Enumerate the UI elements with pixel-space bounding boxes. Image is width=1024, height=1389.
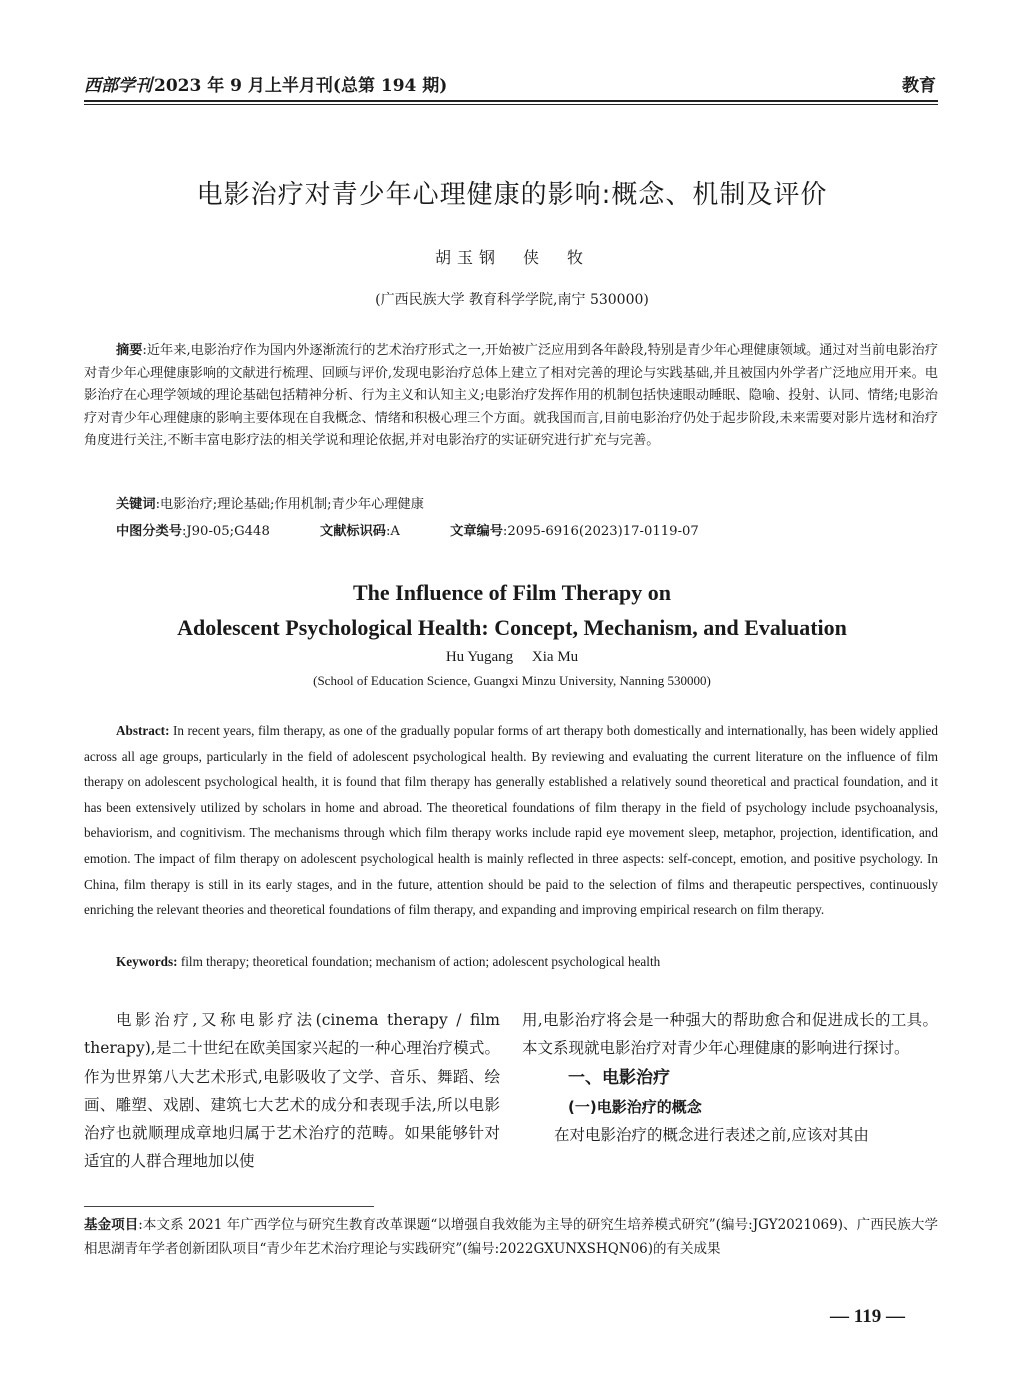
article-number bbox=[450, 524, 699, 539]
article-number-value: :2095-6916(2023)17-0119-07 bbox=[502, 524, 699, 539]
paper-title-en bbox=[0, 575, 1024, 645]
clc-label: 中图分类号 bbox=[116, 524, 182, 539]
affiliation-cn: (广西民族大学 教育科学学院,南宁 530000) bbox=[375, 292, 649, 308]
abstract-cn-label: 摘要 bbox=[116, 343, 143, 358]
body-column-right bbox=[522, 1006, 938, 1149]
article-number-label: 文章编号 bbox=[450, 524, 503, 539]
funding-label: 基金项目 bbox=[84, 1217, 139, 1233]
body-paragraph-continued: 用,电影治疗将会是一种强大的帮助愈合和促进成长的工具。本文系现就电影治疗对青少年心理健康的影响进行探讨。 bbox=[522, 1011, 938, 1058]
classification-line bbox=[116, 520, 699, 539]
abstract-en-text: In recent years, film therapy, as one of the gradually popular forms of art therapy both domestically and internationally, has been widely applied across all age groups, particularly in the field of adolescent psychological health. By reviewing and evaluating the current literature on the influence of film therapy on adolescent psychological health, it is found that film therapy has generally established a relatively sound theoretical and practical foundation, and it has been extensively utilized by scholars in home and abroad. The theoretical foundations of film therapy in the field of psychology include psychoanalysis, behaviorism, and cognitivism. The mechanisms through which film therapy works include rapid eye movement sleep, metaphor, projection, identification, and emotion. The impact of film therapy on adolescent psychological health is mainly reflected in three aspects: self-concept, emotion, and positive psychology. In China, film therapy is still in its early stages, and in the future, attention should be paid to the selection of films and therapeutic perspectives, continuously enriching the relevant theories and theoretical foundations of film therapy, and expanding and improving empirical research on film therapy. bbox=[84, 723, 938, 918]
issue-info: 2023 年 9 月上半月刊(总第 194 期) bbox=[154, 76, 448, 96]
document-code bbox=[320, 524, 400, 539]
doc-code-value: :A bbox=[385, 524, 400, 539]
running-header-journal bbox=[84, 71, 447, 96]
paper-title-en-line2: Adolescent Psychological Health: Concept, Mechanism, and Evaluation bbox=[177, 615, 847, 640]
abstract-en bbox=[84, 718, 938, 923]
body-column-left bbox=[84, 1006, 500, 1176]
journal-name: 西部学刊 bbox=[84, 76, 152, 96]
abstract-cn bbox=[84, 340, 938, 453]
footnote-rule bbox=[84, 1206, 374, 1207]
abstract-en-label: Abstract: bbox=[116, 723, 170, 738]
affiliation-en: (School of Education Science, Guangxi Minzu University, Nanning 530000) bbox=[313, 673, 711, 688]
body-paragraph: 电影治疗,又称电影疗法(cinema therapy / film therapy),是二十世纪在欧美国家兴起的一种心理治疗模式。作为世界第八大艺术形式,电影吸收了文学、音乐、舞蹈、绘画、雕塑、戏剧、建筑七大艺术的成分和表现手法,所以电影治疗也就顺理成章地归属于艺术治疗的范畴。如果能够针对适宜的人群合理地加以使 bbox=[84, 1011, 500, 1171]
paper-title-cn: 电影治疗对青少年心理健康的影响:概念、机制及评价 bbox=[196, 180, 828, 210]
clc-number bbox=[116, 524, 270, 539]
paper-title-en-line1: The Influence of Film Therapy on bbox=[352, 580, 671, 605]
authors-cn: 胡玉钢 侠 牧 bbox=[434, 248, 589, 267]
keywords-cn bbox=[116, 493, 424, 512]
keywords-en-label: Keywords: bbox=[116, 954, 178, 969]
authors-en: Hu Yugang Xia Mu bbox=[445, 649, 579, 665]
section-heading: 一、电影治疗 bbox=[568, 1067, 670, 1088]
body-paragraph: 在对电影治疗的概念进行表述之前,应该对其由 bbox=[554, 1125, 869, 1144]
page-number: — 119 — bbox=[830, 1306, 905, 1327]
subsection-heading: (一)电影治疗的概念 bbox=[568, 1097, 702, 1116]
running-header-section: 教育 bbox=[902, 76, 936, 96]
doc-code-label: 文献标识码 bbox=[320, 524, 386, 539]
clc-value: :J90-05;G448 bbox=[181, 524, 270, 539]
keywords-en-text: film therapy; theoretical foundation; mechanism of action; adolescent psychological health bbox=[177, 954, 661, 969]
funding-footnote bbox=[84, 1213, 938, 1261]
abstract-cn-text: :近年来,电影治疗作为国内外逐渐流行的艺术治疗形式之一,开始被广泛应用到各年龄段,特别是青少年心理健康领域。通过对当前电影治疗对青少年心理健康影响的文献进行梳理、回顾与评价,发现电影治疗总体上建立了相对完善的理论与实践基础,并且被国内外学者广泛地应用开来。电影治疗在心理学领域的理论基础包括精神分析、行为主义和认知主义;电影治疗发挥作用的机制包括快速眼动睡眠、隐喻、投射、认同、情绪;电影治疗对青少年心理健康的影响主要体现在自我概念、情绪和积极心理三个方面。就我国而言,目前电影治疗仍处于起步阶段,未来需要对影片选材和治疗角度进行关注,不断丰富电影疗法的相关学说和理论依据,并对电影治疗的实证研究进行扩充与完善。 bbox=[84, 343, 939, 449]
keywords-en bbox=[116, 954, 660, 970]
keywords-cn-label: 关键词 bbox=[116, 497, 156, 512]
header-rule bbox=[84, 100, 938, 105]
keywords-cn-text: :电影治疗;理论基础;作用机制;青少年心理健康 bbox=[155, 497, 424, 512]
funding-text: :本文系 2021 年广西学位与研究生教育改革课题“以增强自我效能为主导的研究生培养模式研究”(编号:JGY2021069)、广西民族大学相思湖青年学者创新团队项目“青少年艺术治疗理论与实践研究”(编号:2022GXUNXSHQN06)的有关成果 bbox=[84, 1217, 938, 1257]
